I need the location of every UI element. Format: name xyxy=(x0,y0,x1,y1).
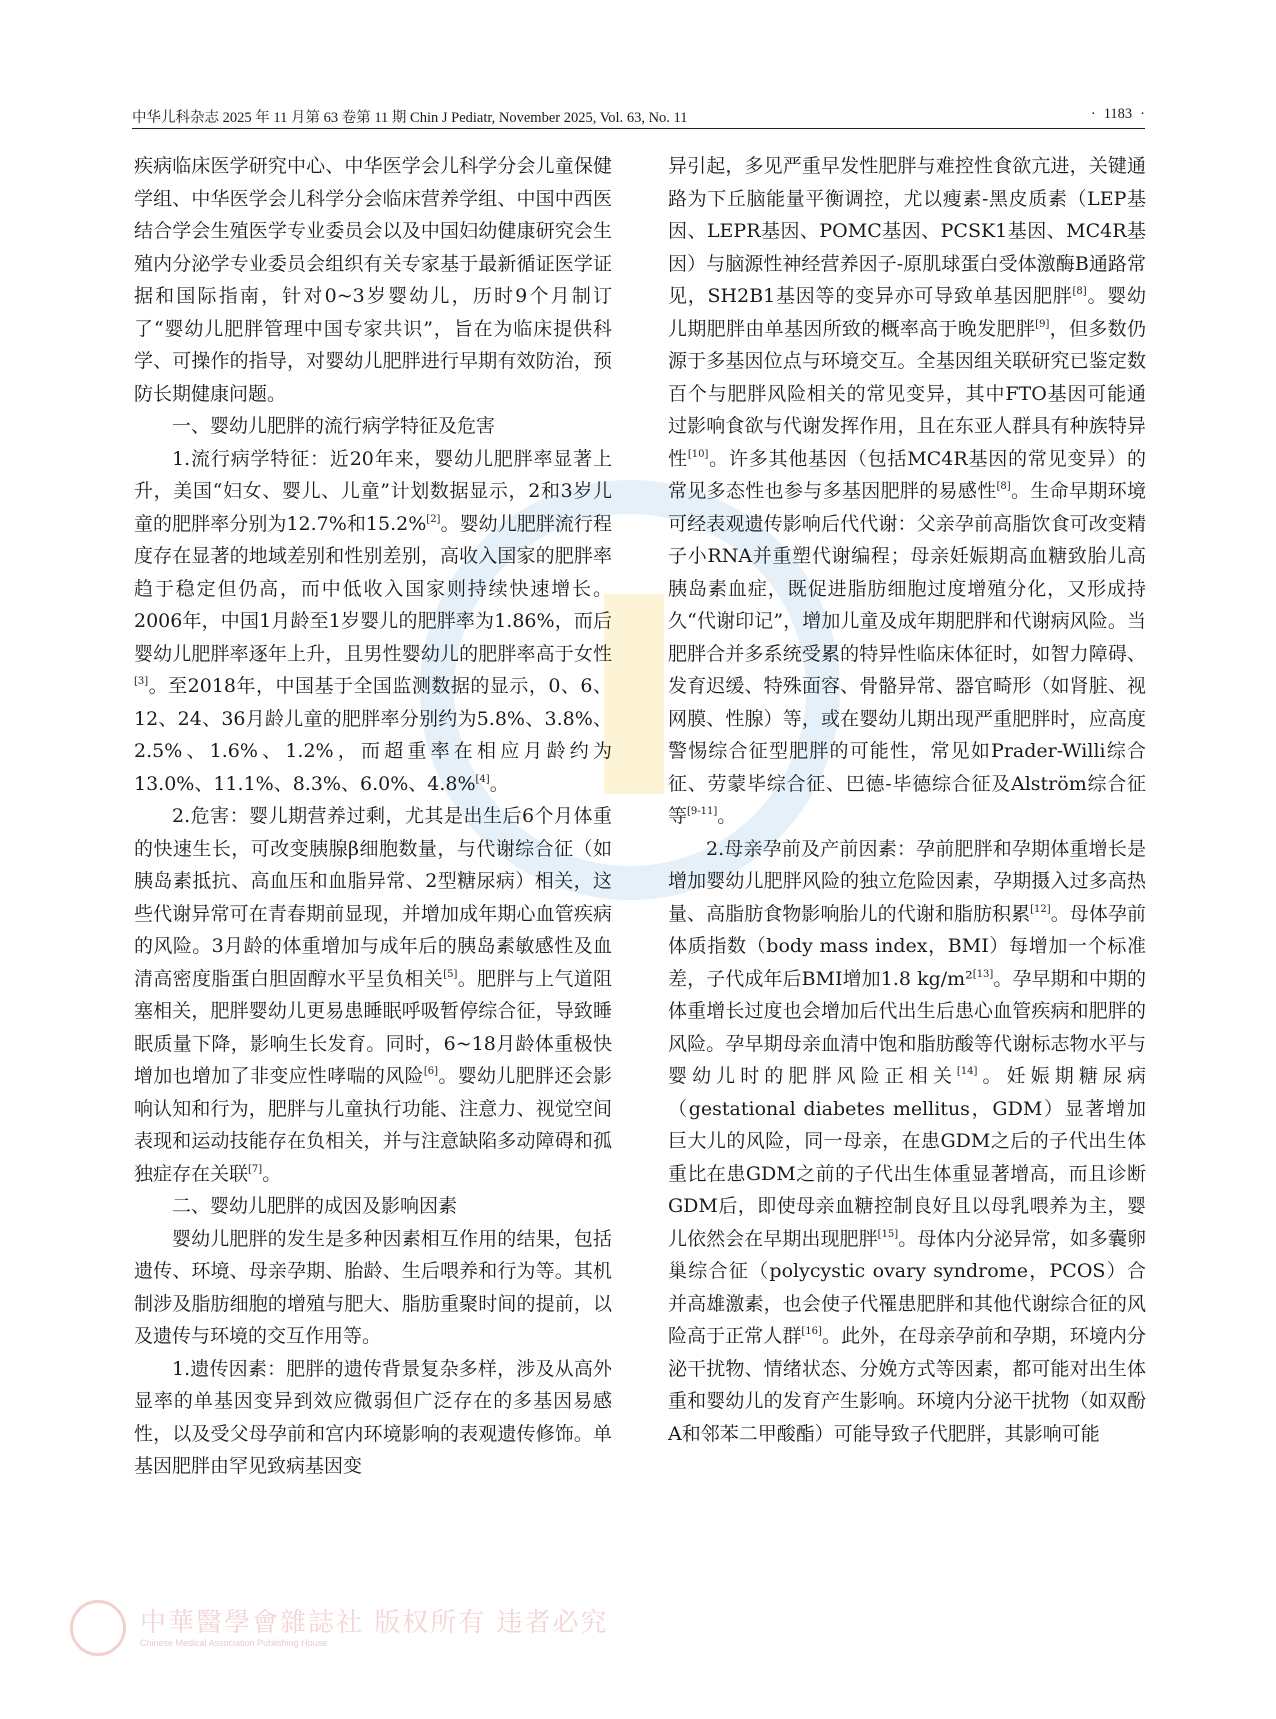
section-heading: 一、婴幼儿肥胖的流行病学特征及危害 xyxy=(172,415,496,437)
citation-ref[interactable]: [8] xyxy=(996,481,1011,492)
publisher-watermark xyxy=(70,1600,610,1670)
citation-ref[interactable]: [3] xyxy=(134,676,149,687)
paragraph: 2.母亲孕前及产前因素：孕前肥胖和孕期体重增长是增加婴幼儿肥胖风险的独立危险因素，孕期摄入过多高热量、高脂肪食物影响胎儿的代谢和脂肪积累[12]。母体孕前体质指数（body mass index，BMI）每增加一个标准差，子代成年后BMI增加1.8 kg/m²[13]。孕早期和中期的体重增长过度也会增加后代出生后患心血管疾病和肥胖的风险。孕早期母亲血清中饱和脂肪酸等代谢标志物水平与婴幼儿时的肥胖风险正相关[14]。妊娠期糖尿病（gestational diabetes mellitus，GDM）显著增加巨大儿的风险，同一母亲，在患GDM之后的子代出生体重比在患GDM之前的子代出生体重显著增高，而且诊断GDM后，即使母亲血糖控制良好且以母乳喂养为主，婴儿依然会在早期出现肥胖[15]。母体内分泌异常，如多囊卵巢综合征（polycystic ovary syndrome，PCOS）合并高雄激素，也会使子代罹患肥胖和其他代谢综合征的风险高于正常人群[16]。此外，在母亲孕前和孕期，环境内分泌干扰物、情绪状态、分娩方式等因素，都可能对出生体重和婴幼儿的发育产生影响。环境内分泌干扰物（如双酚A和邻苯二甲酸酯）可能导致子代肥胖，其影响可能 xyxy=(668,837,1146,1445)
page-number-block: · 1183 · xyxy=(1090,106,1145,122)
right-column xyxy=(668,150,1146,1450)
citation-ref[interactable]: [8] xyxy=(1072,286,1087,297)
citation-ref[interactable]: [4] xyxy=(475,773,490,785)
citation-ref[interactable]: [7] xyxy=(248,1163,263,1175)
publisher-watermark-text: 中華醫學會雜誌社 版权所有 违者必究 xyxy=(140,1608,609,1638)
publisher-watermark-en: Chinese Medical Association Publishing House xyxy=(140,1638,328,1648)
journal-citation: 中华儿科杂志 2025 年 11 月第 63 卷第 11 期 Chin J Pediatr, November 2025, Vol. 63, No. 11 xyxy=(132,110,688,126)
paragraph: 2.危害：婴儿期营养过剩，尤其是出生后6个月体重的快速生长，可改变胰腺β细胞数量，与代谢综合征（如胰岛素抵抗、高血压和血脂异常、2型糖尿病）相关，这些代谢异常可在青春期前显现，并增加成年期心血管疾病的风险。3月龄的体重增加与成年后的胰岛素敏感性及血清高密度脂蛋白胆固醇水平呈负相关[5]。肥胖与上气道阻塞相关，肥胖婴幼儿更易患睡眠呼吸暂停综合征，导致睡眠质量下降，影响生长发育。同时，6~18月龄体重极快增加也增加了非变应性哮喘的风险[6]。婴幼儿肥胖还会影响认知和行为，肥胖与儿童执行功能、注意力、视觉空间表现和运动技能存在负相关，并与注意缺陷多动障碍和孤独症存在关联[7]。 xyxy=(134,805,612,1185)
citation-ref[interactable]: [16] xyxy=(801,1326,822,1337)
citation-ref[interactable]: [5] xyxy=(443,968,458,980)
citation-ref[interactable]: [14] xyxy=(956,1066,978,1077)
paragraph: 疾病临床医学研究中心、中华医学会儿科学分会儿童保健学组、中华医学会儿科学分会临床营养学组、中国中西医结合学会生殖医学专业委员会以及中国妇幼健康研究会生殖内分泌学专业委员会组织有关专家基于最新循证医学证据和国际指南，针对0~3岁婴幼儿，历时9个月制订了“婴幼儿肥胖管理中国专家共识”，旨在为临床提供科学、可操作的指导，对婴幼儿肥胖进行早期有效防治，预防长期健康问题。 xyxy=(134,155,612,405)
page-number: 1183 xyxy=(1103,106,1133,122)
citation-ref[interactable]: [15] xyxy=(877,1228,899,1240)
citation-ref[interactable]: [13] xyxy=(972,968,994,980)
citation-ref[interactable]: [10] xyxy=(687,448,709,460)
citation-ref[interactable]: [9] xyxy=(1035,318,1050,330)
section-heading: 二、婴幼儿肥胖的成因及影响因素 xyxy=(172,1195,458,1217)
citation-ref[interactable]: [9-11] xyxy=(687,806,718,817)
citation-ref[interactable]: [12] xyxy=(1030,903,1051,915)
publisher-logo-icon xyxy=(70,1600,126,1656)
running-header xyxy=(132,106,1145,129)
citation-ref[interactable]: [2] xyxy=(426,513,441,525)
left-column xyxy=(134,150,612,1483)
paragraph: 婴幼儿肥胖的发生是多种因素相互作用的结果，包括遗传、环境、母亲孕期、胎龄、生后喂养和行为等。其机制涉及脂肪细胞的增殖与肥大、脂肪重聚时间的提前，以及遗传与环境的交互作用等。 xyxy=(134,1227,612,1347)
paragraph: 1.流行病学特征：近20年来，婴幼儿肥胖率显著上升，美国“妇女、婴儿、儿童”计划数据显示，2和3岁儿童的肥胖率分别为12.7%和15.2%[2]。婴幼儿肥胖流行程度存在显著的地域差别和性别差别，高收入国家的肥胖率趋于稳定但仍高，而中低收入国家则持续快速增长。2006年，中国1月龄至1岁婴儿的肥胖率为1.86%，而后婴幼儿肥胖率逐年上升，且男性婴幼儿的肥胖率高于女性[3]。至2018年，中国基于全国监测数据的显示，0、6、12、24、36月龄儿童的肥胖率分别约为5.8%、3.8%、2.5%、1.6%、1.2%，而超重率在相应月龄约为13.0%、11.1%、8.3%、6.0%、4.8%[4]。 xyxy=(134,447,612,795)
paragraph: 异引起，多见严重早发性肥胖与难控性食欲亢进，关键通路为下丘脑能量平衡调控，尤以瘦素-黑皮质素（LEP基因、LEPR基因、POMC基因、PCSK1基因、MC4R基因）与脑源性神经营养因子-原肌球蛋白受体激酶B通路常见，SH2B1基因等的变异亦可导致单基因肥胖[8]。婴幼儿期肥胖由单基因所致的概率高于晚发肥胖[9]，但多数仍源于多基因位点与环境交互。全基因组关联研究已鉴定数百个与肥胖风险相关的常见变异，其中FTO基因可能通过影响食欲与代谢发挥作用，且在东亚人群具有种族特异性[10]。许多其他基因（包括MC4R基因的常见变异）的常见多态性也参与多基因肥胖的易感性[8]。生命早期环境可经表观遗传影响后代代谢：父亲孕前高脂饮食可改变精子小RNA并重塑代谢编程；母亲妊娠期高血糖致胎儿高胰岛素血症，既促进脂肪细胞过度增殖分化，又形成持久“代谢印记”，增加儿童及成年期肥胖和代谢病风险。当肥胖合并多系统受累的特异性临床体征时，如智力障碍、发育迟缓、特殊面容、骨骼异常、器官畸形（如肾脏、视网膜、性腺）等，或在婴幼儿期出现严重肥胖时，应高度警惕综合征型肥胖的可能性，常见如Prader-Willi综合征、劳蒙毕综合征、巴德-毕德综合征及Alström综合征等[9-11]。 xyxy=(668,155,1146,827)
paragraph: 1.遗传因素：肥胖的遗传背景复杂多样，涉及从高外显率的单基因变异到效应微弱但广泛存在的多基因易感性，以及受父母孕前和宫内环境影响的表观遗传修饰。单基因肥胖由罕见致病基因变 xyxy=(134,1357,612,1477)
citation-ref[interactable]: [6] xyxy=(423,1066,439,1077)
